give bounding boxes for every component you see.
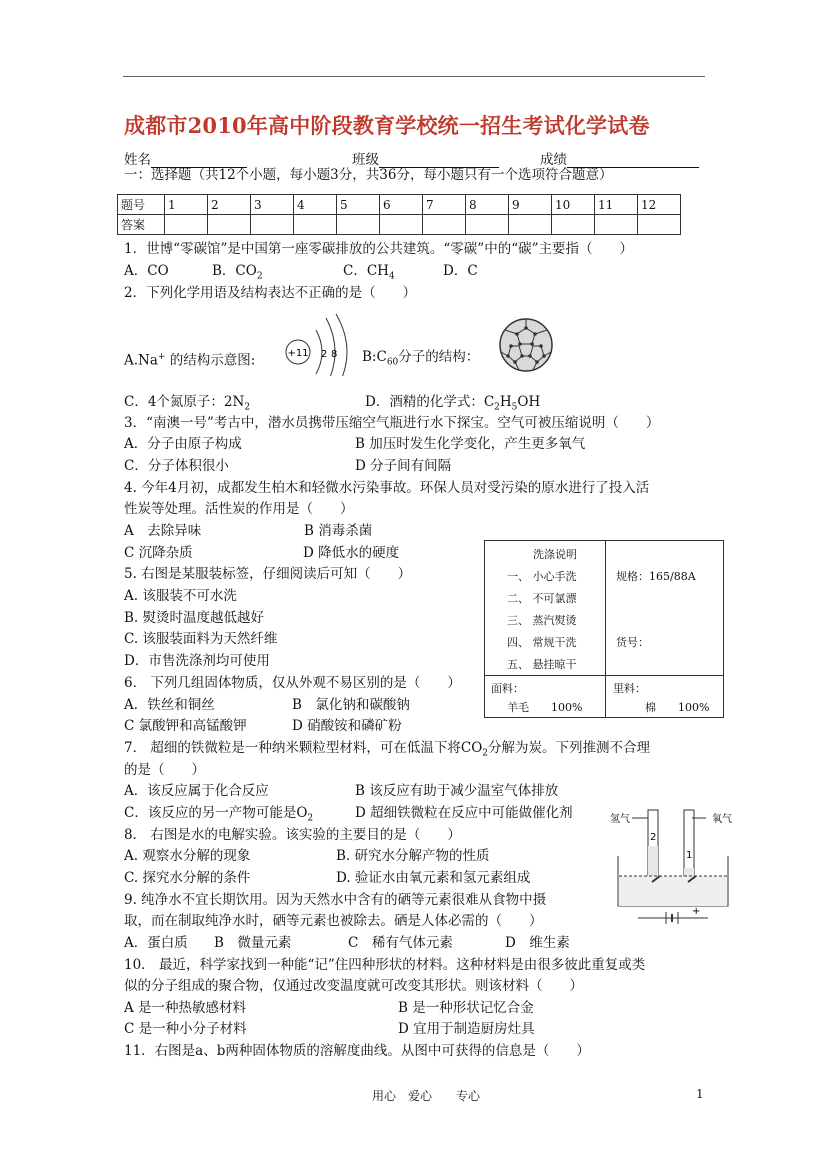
label-lining-value: 棉 100% bbox=[645, 701, 710, 714]
q8-option-a: A. 观察水分解的现象 bbox=[124, 848, 251, 864]
label-goods-no: 货号： bbox=[616, 636, 649, 649]
q8-stem: 8． 右图是水的电解实验。该实验的主要目的是（ ） bbox=[124, 827, 461, 843]
top-rule bbox=[123, 76, 705, 77]
answer-cell[interactable] bbox=[165, 215, 208, 235]
q2-stem: 2．下列化学用语及结构表达不正确的是（ ） bbox=[124, 285, 417, 301]
atom-structure-diagram bbox=[282, 312, 354, 376]
q10-option-d: D 宜用于制造厨房灶具 bbox=[398, 1021, 535, 1037]
q4-stem-line1: 4. 今年4月初，成都发生柏木和轻微水污染事故。环保人员对受污染的原水进行了投入活 bbox=[124, 480, 650, 496]
num-cell: 9 bbox=[509, 195, 552, 215]
q10-option-c: C 是一种小分子材料 bbox=[124, 1021, 247, 1037]
q6-option-c: C 氯酸钾和高锰酸钾 bbox=[124, 718, 247, 734]
q1-stem: 1．世博“零碳馆”是中国第一座零碳排放的公共建筑。“零碳”中的“碳”主要指（ ） bbox=[124, 241, 633, 257]
q7-option-d: D 超细铁微粒在反应中可能做催化剂 bbox=[355, 805, 573, 821]
label-item: 五、 悬挂晾干 bbox=[507, 658, 577, 671]
answer-cell[interactable] bbox=[466, 215, 509, 235]
answer-cell[interactable] bbox=[251, 215, 294, 235]
q8-option-d: D. 验证水由氧元素和氢元素组成 bbox=[336, 870, 531, 886]
label-size: 规格：165/88A bbox=[616, 570, 696, 583]
num-cell: 12 bbox=[638, 195, 681, 215]
q3-option-c: C．分子体积很小 bbox=[124, 458, 229, 474]
answer-cell[interactable] bbox=[337, 215, 380, 235]
q1-option-d: D．C bbox=[443, 263, 478, 279]
q10-option-b: B 是一种形状记忆合金 bbox=[398, 1000, 534, 1016]
q9-option-c: C 稀有气体元素 bbox=[348, 935, 453, 951]
q5-stem: 5. 右图是某服装标签，仔细阅读后可知（ ） bbox=[124, 566, 412, 582]
hydrogen-label: 氢气 bbox=[610, 814, 630, 825]
q9-stem-line1: 9. 纯净水不宜长期饮用。因为天然水中含有的硒等元素很难从食物中摄 bbox=[124, 892, 547, 908]
page-number: 1 bbox=[696, 1087, 704, 1101]
q2-option-d: D．酒精的化学式：$C_2H_5OH$ bbox=[365, 394, 541, 413]
page-title: 成都市2010年高中阶段教育学校统一招生考试化学试卷 bbox=[124, 113, 650, 138]
answer-table bbox=[117, 194, 681, 235]
answer-cell[interactable] bbox=[595, 215, 638, 235]
shell-count-2: 8 bbox=[331, 349, 338, 360]
electrolysis-diagram bbox=[608, 806, 748, 930]
q10-option-a: A 是一种热敏感材料 bbox=[124, 1000, 247, 1016]
q7-option-b: B 该反应有助于减少温室气体排放 bbox=[355, 783, 559, 799]
q4-stem-line2: 性炭等处理。活性炭的作用是（ ） bbox=[124, 501, 354, 517]
q9-option-d: D 维生素 bbox=[505, 935, 570, 951]
q1-option-c: C．$CH_4$ bbox=[343, 263, 395, 282]
num-cell: 3 bbox=[251, 195, 294, 215]
num-cell: 11 bbox=[595, 195, 638, 215]
q4-option-d: D 降低水的硬度 bbox=[303, 545, 400, 561]
q10-stem-line2: 似的分子组成的聚合物，仅通过改变温度就可改变其形状。则该材料（ ） bbox=[124, 978, 583, 994]
label-title: 洗涤说明 bbox=[533, 548, 577, 561]
q2-option-a: A.Na+ 的结构示意图: bbox=[124, 352, 256, 369]
q6-option-d: D 硝酸铵和磷矿粉 bbox=[292, 718, 402, 734]
q8-option-c: C. 探究水分解的条件 bbox=[124, 870, 251, 886]
q6-option-a: A．铁丝和铜丝 bbox=[124, 697, 215, 713]
answer-cell[interactable] bbox=[380, 215, 423, 235]
q7-stem-line2: 的是（ ） bbox=[124, 762, 205, 778]
label-lining: 里料： bbox=[613, 682, 646, 695]
q11-stem: 11．右图是a、b两种固体物质的溶解度曲线。从图中可获得的信息是（ ） bbox=[124, 1043, 590, 1059]
footer-text: 用心 爱心 专心 bbox=[372, 1089, 481, 1103]
oxygen-label: 氧气 bbox=[712, 814, 732, 825]
answer-cell[interactable] bbox=[423, 215, 466, 235]
q3-option-b: B 加压时发生化学变化，产生更多氧气 bbox=[355, 436, 586, 452]
q5-option-c: C. 该服装面料为天然纤维 bbox=[124, 631, 278, 647]
class-field: 班级 bbox=[352, 148, 499, 168]
label-item: 一、 小心手洗 bbox=[507, 570, 577, 583]
q1-option-a: A．CO bbox=[124, 263, 169, 279]
label-item: 三、 蒸汽熨烫 bbox=[507, 614, 577, 627]
q4-option-b: B 消毒杀菌 bbox=[304, 523, 373, 539]
answer-cell[interactable] bbox=[552, 215, 595, 235]
num-cell: 1 bbox=[165, 195, 208, 215]
score-field: 成绩 bbox=[540, 148, 699, 168]
shell-count-1: 2 bbox=[321, 349, 328, 360]
q8-option-b: B. 研究水分解产物的性质 bbox=[336, 848, 490, 864]
num-cell: 10 bbox=[552, 195, 595, 215]
name-field: 姓名 bbox=[124, 148, 247, 168]
q3-stem: 3．“南澳一号”考古中，潜水员携带压缩空气瓶进行水下探宝。空气可被压缩说明（ ） bbox=[124, 415, 660, 431]
label-face-value: 羊毛 100% bbox=[507, 701, 583, 714]
q5-option-d: D．市售洗涤剂均可使用 bbox=[124, 653, 270, 669]
answer-cell[interactable] bbox=[638, 215, 681, 235]
answer-cell[interactable] bbox=[208, 215, 251, 235]
svg-text:2: 2 bbox=[650, 832, 657, 843]
num-cell: 5 bbox=[337, 195, 380, 215]
label-item: 四、 常规干洗 bbox=[507, 636, 577, 649]
row-label: 答案 bbox=[118, 215, 165, 235]
num-cell: 7 bbox=[423, 195, 466, 215]
q5-option-b: B. 熨烫时温度越低越好 bbox=[124, 610, 265, 626]
q7-option-a: A．该反应属于化合反应 bbox=[124, 783, 269, 799]
num-cell: 6 bbox=[380, 195, 423, 215]
c60-molecule-image bbox=[497, 316, 555, 374]
q5-option-a: A. 该服装不可水洗 bbox=[124, 588, 237, 604]
q4-option-c: C 沉降杂质 bbox=[124, 545, 193, 561]
q1-option-b: B．$CO_2$ bbox=[212, 263, 263, 282]
svg-text:1: 1 bbox=[686, 850, 693, 861]
q7-stem-line1: 7． 超细的铁微粒是一种纳米颗粒型材料，可在低温下将$CO_2$分解为炭。下列推测不合理 bbox=[124, 740, 651, 759]
svg-text:+: + bbox=[692, 906, 701, 917]
q9-stem-line2: 取，而在制取纯净水时，硒等元素也被除去。硒是人体必需的（ ） bbox=[124, 913, 543, 929]
q6-stem: 6． 下列几组固体物质，仅从外观不易区别的是（ ） bbox=[124, 675, 461, 691]
label-face: 面料： bbox=[491, 682, 524, 695]
num-cell: 4 bbox=[294, 195, 337, 215]
label-item: 二、 不可氯漂 bbox=[507, 592, 577, 605]
answer-cell[interactable] bbox=[509, 215, 552, 235]
q10-stem-line1: 10． 最近，科学家找到一种能“记”住四种形状的材料。这种材料是由很多彼此重复或类 bbox=[124, 957, 646, 973]
q9-option-a: A．蛋白质 bbox=[124, 935, 188, 951]
row-label: 题号 bbox=[118, 195, 165, 215]
q3-option-d: D 分子间有间隔 bbox=[355, 458, 452, 474]
q2-option-b: $B:C_{60}$分子的结构： bbox=[362, 349, 480, 368]
section-heading: 一：选择题（共12个小题，每小题3分，共36分，每小题只有一个选项符合题意） bbox=[124, 167, 613, 183]
q2-option-c: C．4个氮原子：$2N_2$ bbox=[124, 394, 251, 413]
q9-option-b: B 微量元素 bbox=[214, 935, 292, 951]
clothing-label bbox=[484, 540, 724, 718]
q4-option-a: A 去除异味 bbox=[124, 523, 202, 539]
num-cell: 2 bbox=[208, 195, 251, 215]
q6-option-b: B 氯化钠和碳酸钠 bbox=[292, 697, 410, 713]
answer-cell[interactable] bbox=[294, 215, 337, 235]
num-cell: 8 bbox=[466, 195, 509, 215]
q7-option-c: C．该反应的另一产物可能是$O_2$ bbox=[124, 805, 314, 824]
nucleus-label: +11 bbox=[287, 348, 309, 359]
q3-option-a: A．分子由原子构成 bbox=[124, 436, 242, 452]
